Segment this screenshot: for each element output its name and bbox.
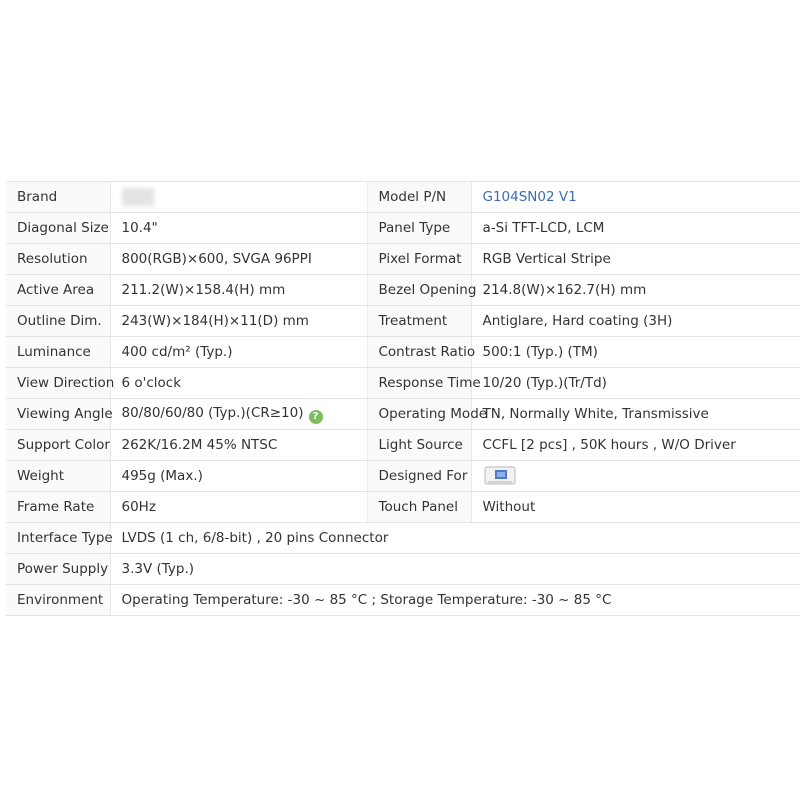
spec-value-designed-for — [471, 461, 800, 492]
spec-value-viewing-angle — [110, 399, 367, 430]
spec-label: Viewing Angle — [6, 399, 110, 430]
spec-row — [6, 399, 800, 430]
spec-row — [6, 492, 800, 523]
spec-value: 495g (Max.) — [110, 461, 367, 492]
spec-label: Touch Panel — [367, 492, 471, 523]
spec-value: a-Si TFT-LCD, LCM — [471, 213, 800, 244]
spec-value: Operating Temperature: -30 ~ 85 °C ; Storage Temperature: -30 ~ 85 °C — [110, 585, 800, 616]
spec-row — [6, 461, 800, 492]
spec-value: TN, Normally White, Transmissive — [471, 399, 800, 430]
spec-row — [6, 306, 800, 337]
spec-label: Resolution — [6, 244, 110, 275]
spec-row — [6, 275, 800, 306]
spec-label: Brand — [6, 182, 110, 213]
question-icon[interactable]: ? — [309, 410, 323, 424]
spec-value: LVDS (1 ch, 6/8-bit) , 20 pins Connector — [110, 523, 800, 554]
spec-value: 10/20 (Typ.)(Tr/Td) — [471, 368, 800, 399]
model-pn-value[interactable]: G104SN02 V1 — [482, 189, 577, 205]
spec-label: View Direction — [6, 368, 110, 399]
spec-label: Interface Type — [6, 523, 110, 554]
spec-value: Antiglare, Hard coating (3H) — [471, 306, 800, 337]
spec-row — [6, 523, 800, 554]
spec-value: 211.2(W)×158.4(H) mm — [110, 275, 367, 306]
spec-row — [6, 213, 800, 244]
spec-value: 262K/16.2M 45% NTSC — [110, 430, 367, 461]
spec-label: Treatment — [367, 306, 471, 337]
spec-value: 800(RGB)×600, SVGA 96PPI — [110, 244, 367, 275]
device-icon[interactable] — [483, 465, 517, 487]
spec-row — [6, 337, 800, 368]
spec-label: Support Color — [6, 430, 110, 461]
spec-row — [6, 585, 800, 616]
spec-label: Outline Dim. — [6, 306, 110, 337]
spec-label: Active Area — [6, 275, 110, 306]
spec-row — [6, 554, 800, 585]
spec-value: 400 cd/m² (Typ.) — [110, 337, 367, 368]
brand-logo — [122, 188, 154, 206]
spec-label: Panel Type — [367, 213, 471, 244]
spec-label: Bezel Opening — [367, 275, 471, 306]
spec-label: Operating Mode — [367, 399, 471, 430]
spec-value: 80/80/60/80 (Typ.)(CR≥10) — [121, 404, 304, 421]
spec-row — [6, 368, 800, 399]
spec-row-brand — [6, 182, 800, 213]
spec-label: Weight — [6, 461, 110, 492]
spec-label: Light Source — [367, 430, 471, 461]
spec-value: 500:1 (Typ.) (TM) — [471, 337, 800, 368]
spec-row — [6, 244, 800, 275]
spec-value-brand — [110, 182, 367, 213]
spec-value: Without — [471, 492, 800, 523]
spec-label: Diagonal Size — [6, 213, 110, 244]
spec-value: 6 o'clock — [110, 368, 367, 399]
spec-value: CCFL [2 pcs] , 50K hours , W/O Driver — [471, 430, 800, 461]
spec-label: Environment — [6, 585, 110, 616]
model-pn-link[interactable] — [471, 182, 800, 213]
spec-value: 243(W)×184(H)×11(D) mm — [110, 306, 367, 337]
spec-label: Contrast Ratio — [367, 337, 471, 368]
spec-label: Pixel Format — [367, 244, 471, 275]
spec-label: Response Time — [367, 368, 471, 399]
spec-value: 214.8(W)×162.7(H) mm — [471, 275, 800, 306]
spec-label: Frame Rate — [6, 492, 110, 523]
spec-label: Model P/N — [367, 182, 471, 213]
spec-label: Designed For — [367, 461, 471, 492]
specifications-table — [6, 181, 800, 616]
spec-value: 10.4" — [110, 213, 367, 244]
spec-label: Luminance — [6, 337, 110, 368]
spec-row — [6, 430, 800, 461]
spec-label: Power Supply — [6, 554, 110, 585]
spec-value: 3.3V (Typ.) — [110, 554, 800, 585]
spec-value: 60Hz — [110, 492, 367, 523]
spec-value: RGB Vertical Stripe — [471, 244, 800, 275]
